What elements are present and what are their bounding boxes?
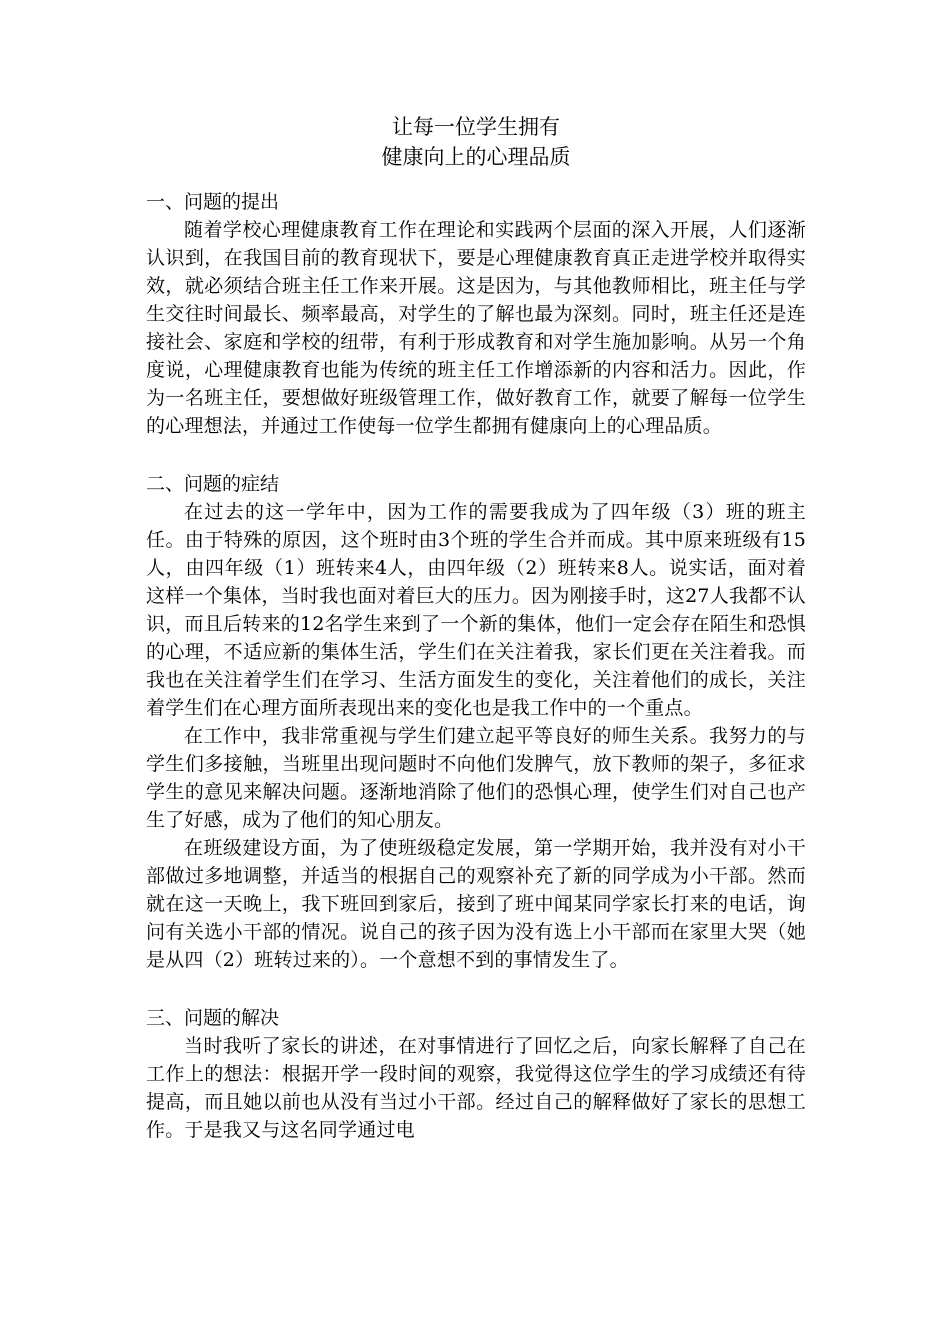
- paragraph: 在过去的这一学年中，因为工作的需要我成为了四年级（3）班的班主任。由于特殊的原因，这个班时由3个班的学生合并而成。其中原来班级有15人，由四年级（1）班转来4人，由四年级（2）班转来8人。说实话，面对着这样一个集体，当时我也面对着巨大的压力。因为刚接手时，这27人我都不认识，而且后转来的12名学生来到了一个新的集体，他们一定会存在陌生和恐惧的心理，不适应新的集体生活，学生们在关注着我，家长们更在关注着我。而我也在关注着学生们在学习、生活方面发生的变化，关注着他们的成长，关注着学生们在心理方面所表现出来的变化也是我工作中的一个重点。: [146, 501, 806, 719]
- section-1: [146, 188, 806, 440]
- paragraph: 随着学校心理健康教育工作在理论和实践两个层面的深入开展，人们逐渐认识到，在我国目前的教育现状下，要是心理健康教育真正走进学校并取得实效，就必须结合班主任工作来开展。这是因为，与其他教师相比，班主任与学生交往时间最长、频率最高，对学生的了解也最为深刻。同时，班主任还是连接社会、家庭和学校的纽带，有利于形成教育和对学生施加影响。从另一个角度说，心理健康教育也能为传统的班主任工作增添新的内容和活力。因此，作为一名班主任，要想做好班级管理工作，做好教育工作，就要了解每一位学生的心理想法，并通过工作使每一位学生都拥有健康向上的心理品质。: [146, 219, 806, 437]
- section-heading: 一、问题的提出: [146, 191, 280, 213]
- document-page: [146, 112, 806, 1174]
- paragraph: 在工作中，我非常重视与学生们建立起平等良好的师生关系。我努力的与学生们多接触，当班里出现问题时不向他们发脾气，放下教师的架子，多征求学生的意见来解决问题。逐渐地消除了他们的恐惧心理，使学生们对自己也产生了好感，成为了他们的知心朋友。: [146, 725, 806, 831]
- section-heading: 三、问题的解决: [146, 1007, 280, 1029]
- section-heading: 二、问题的症结: [146, 473, 280, 495]
- section-2: [146, 470, 806, 974]
- paragraph: 在班级建设方面，为了使班级稳定发展，第一学期开始，我并没有对小干部做过多地调整，并适当的根据自己的观察补充了新的同学成为小干部。然而就在这一天晚上，我下班回到家后，接到了班中闻某同学家长打来的电话，询问有关选小干部的情况。说自己的孩子因为没有选上小干部而在家里大哭（她是从四（2）班转过来的）。一个意想不到的事情发生了。: [146, 837, 806, 971]
- paragraph: 当时我听了家长的讲述，在对事情进行了回忆之后，向家长解释了自己在工作上的想法：根据开学一段时间的观察，我觉得这位学生的学习成绩还有待提高，而且她以前也从没有当过小干部。经过自己的解释做好了家长的思想工作。于是我又与这名同学通过电: [146, 1035, 806, 1141]
- title-block: [146, 112, 806, 172]
- section-3: [146, 1004, 806, 1144]
- title-line-1: 让每一位学生拥有: [392, 115, 560, 139]
- title-line-2: 健康向上的心理品质: [381, 145, 571, 169]
